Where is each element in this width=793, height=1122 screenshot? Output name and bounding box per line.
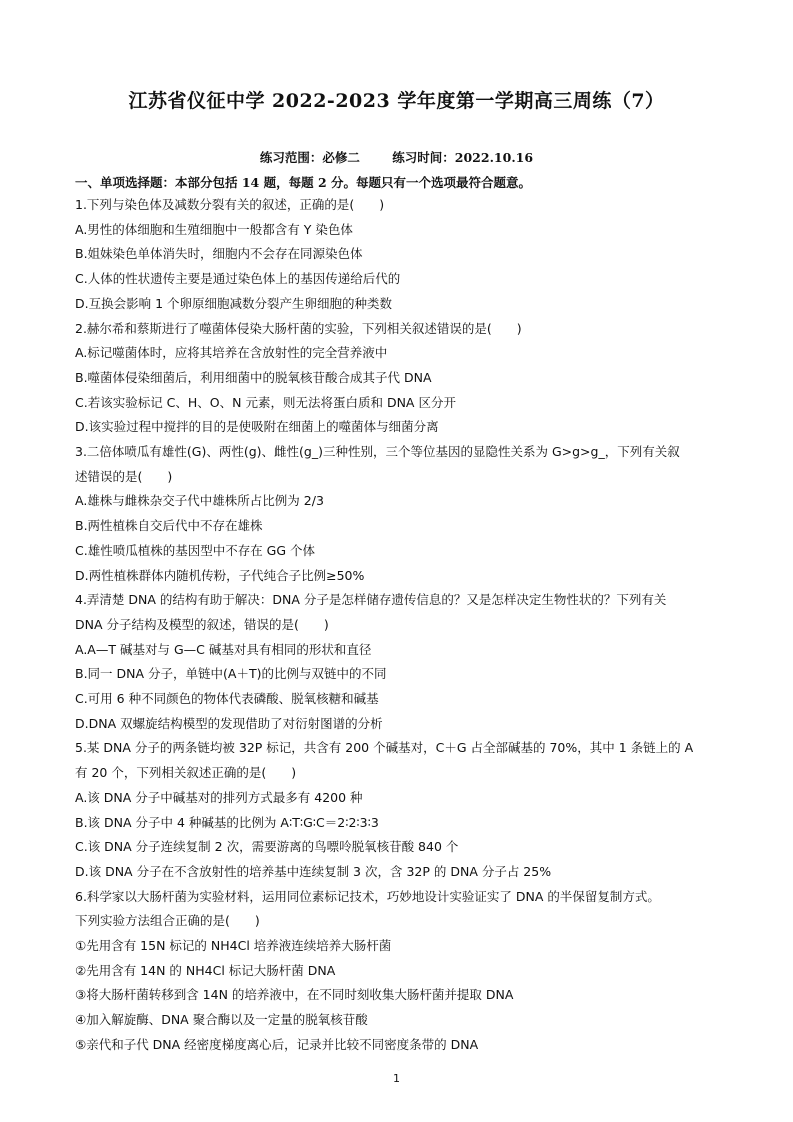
question-line: 述错误的是( ) bbox=[75, 468, 173, 484]
question-line: C.该 DNA 分子连续复制 2 次，需要游离的鸟嘌呤脱氧核苷酸 840 个 bbox=[75, 839, 459, 855]
question-line: C.可用 6 种不同颜色的物体代表磷酸、脱氧核糖和碱基 bbox=[75, 691, 379, 706]
question-line: D.两性植株群体内随机传粉，子代纯合子比例≥50% bbox=[75, 567, 365, 583]
question-line: 4.弄清楚 DNA 的结构有助于解决：DNA 分子是怎样储存遗传信息的？又是怎样决定生物性状的？下列有关 bbox=[75, 592, 667, 608]
question-line: A.男性的体细胞和生殖细胞中一般都含有 Y 染色体 bbox=[75, 221, 353, 237]
question-line: ⑤亲代和子代 DNA 经密度梯度离心后，记录并比较不同密度条带的 DNA bbox=[75, 1036, 479, 1052]
question-line: B.该 DNA 分子中 4 种碱基的比例为 A∶T∶G∶C＝2∶2∶3∶3 bbox=[75, 814, 379, 830]
question-line: ②先用含有 14N 的 NH4Cl 标记大肠杆菌 DNA bbox=[75, 962, 336, 978]
question-line: D.DNA 双螺旋结构模型的发现借助了对衍射图谱的分析 bbox=[75, 715, 383, 731]
question-line: 3.二倍体喷瓜有雄性(G)、两性(g)、雌性(g_)三种性别，三个等位基因的显隐性关系为 G>g>g_，下列有关叙 bbox=[75, 444, 680, 459]
question-line: D.该实验过程中搅拌的目的是使吸附在细菌上的噬菌体与细菌分离 bbox=[75, 419, 439, 435]
question-line: 2.赫尔希和蔡斯进行了噬菌体侵染大肠杆菌的实验，下列相关叙述错误的是( ) bbox=[75, 320, 522, 336]
question-line: D.该 DNA 分子在不含放射性的培养基中连续复制 3 次，含 32P 的 DNA 分子占 25% bbox=[75, 863, 552, 879]
section-heading: 一、单项选择题：本部分包括 14 题，每题 2 分。每题只有一个选项最符合题意。 bbox=[75, 175, 532, 190]
question-line: 下列实验方法组合正确的是( ) bbox=[75, 913, 260, 929]
question-line: A.标记噬菌体时，应将其培养在含放射性的完全营养液中 bbox=[75, 345, 388, 361]
question-line: ③将大肠杆菌转移到含 14N 的培养液中，在不同时刻收集大肠杆菌并提取 DNA bbox=[75, 987, 514, 1003]
page-number: 1 bbox=[393, 1072, 400, 1085]
question-line: C.雄性喷瓜植株的基因型中不存在 GG 个体 bbox=[75, 542, 316, 558]
question-line: 1.下列与染色体及减数分裂有关的叙述，正确的是( ) bbox=[75, 197, 385, 212]
question-line: 5.某 DNA 分子的两条链均被 32P 标记，共含有 200 个碱基对，C＋G 占全部碱基的 70%，其中 1 条链上的 A bbox=[75, 740, 694, 756]
question-line: B.同一 DNA 分子，单链中(A＋T)的比例与双链中的不同 bbox=[75, 666, 387, 682]
exercise-time: 练习时间：2022.10.16 bbox=[392, 150, 534, 165]
question-line: A.雄株与雌株杂交子代中雄株所占比例为 2/3 bbox=[75, 493, 324, 509]
question-line: 6.科学家以大肠杆菌为实验材料，运用同位素标记技术，巧妙地设计实验证实了 DNA 的半保留复制方式。 bbox=[75, 888, 660, 904]
question-line: B.噬菌体侵染细菌后，利用细菌中的脱氧核苷酸合成其子代 DNA bbox=[75, 369, 432, 385]
question-line: A.A—T 碱基对与 G—C 碱基对具有相同的形状和直径 bbox=[75, 641, 372, 657]
question-line: ①先用含有 15N 标记的 NH4Cl 培养液连续培养大肠杆菌 bbox=[75, 938, 392, 953]
question-line: C.人体的性状遗传主要是通过染色体上的基因传递给后代的 bbox=[75, 271, 401, 287]
question-line: D.互换会影响 1 个卵原细胞减数分裂产生卵细胞的种类数 bbox=[75, 295, 392, 311]
question-line: ④加入解旋酶、DNA 聚合酶以及一定量的脱氧核苷酸 bbox=[75, 1012, 368, 1028]
question-line: DNA 分子结构及模型的叙述，错误的是( ) bbox=[75, 616, 329, 632]
exercise-meta bbox=[0, 148, 793, 166]
question-line: B.姐妹染色单体消失时，细胞内不会存在同源染色体 bbox=[75, 246, 363, 262]
question-line: 有 20 个，下列相关叙述正确的是( ) bbox=[75, 765, 297, 781]
question-line: C.若该实验标记 C、H、O、N 元素，则无法将蛋白质和 DNA 区分开 bbox=[75, 394, 456, 410]
page-title: 江苏省仪征中学 2022-2023 学年度第一学期高三周练（7） bbox=[128, 90, 665, 112]
question-line: B.两性植株自交后代中不存在雄株 bbox=[75, 518, 263, 534]
question-line: A.该 DNA 分子中碱基对的排列方式最多有 4200 种 bbox=[75, 789, 363, 805]
exercise-scope: 练习范围：必修二 bbox=[259, 150, 360, 165]
